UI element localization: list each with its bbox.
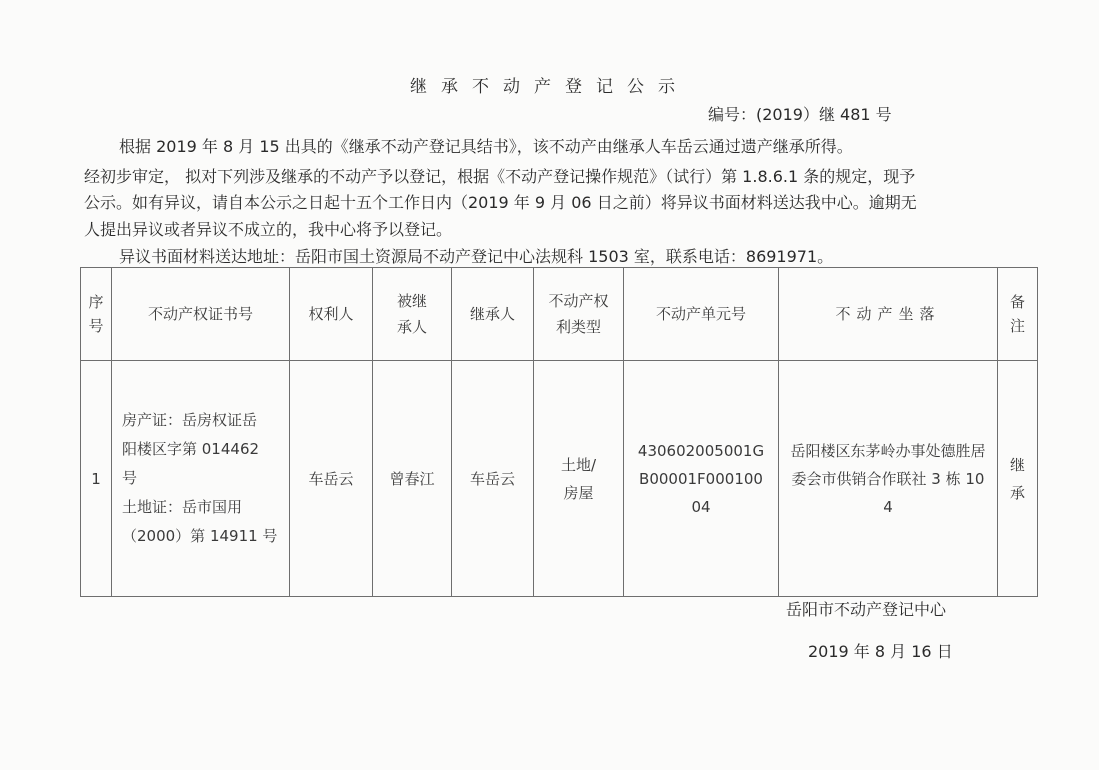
paragraph-4: 人提出异议或者异议不成立的，我中心将予以登记。 [84, 220, 453, 239]
issue-date: 2019 年 8 月 16 日 [808, 642, 953, 661]
header-decedent: 被继承人 [373, 268, 452, 361]
paragraph-5: 异议书面材料送达地址：岳阳市国土资源局不动产登记中心法规科 1503 室，联系电话：8691971。 [119, 247, 834, 266]
header-seq: 序号 [81, 268, 112, 361]
header-holder: 权利人 [290, 268, 373, 361]
cell-unit-no: 430602005001GB00001F00010004 [624, 361, 779, 597]
header-remark: 备注 [998, 268, 1038, 361]
cell-remark: 继承 [998, 361, 1038, 597]
cert-line: （2000）第 14911 号 [122, 527, 278, 545]
table-row [81, 361, 1038, 597]
header-location: 不动产坐落 [779, 268, 998, 361]
registration-table [80, 267, 1038, 597]
cell-location: 岳阳楼区东茅岭办事处德胜居委会市供销合作联社 3 栋 104 [779, 361, 998, 597]
cell-right-type: 土地/房屋 [534, 361, 624, 597]
doc-number: 编号：(2019）继 481 号 [708, 105, 892, 124]
cert-line: 阳楼区字第 014462 [122, 440, 260, 458]
cell-cert-no [112, 361, 290, 597]
header-heir: 继承人 [452, 268, 534, 361]
issuer-name: 岳阳市不动产登记中心 [786, 600, 947, 619]
notice-title: 继承不动产登记公示 [410, 77, 689, 97]
header-unit-no: 不动产单元号 [624, 268, 779, 361]
cert-line: 房产证：岳房权证岳 [122, 411, 258, 429]
cell-heir: 车岳云 [452, 361, 534, 597]
cell-seq: 1 [81, 361, 112, 597]
header-right-type: 不动产权利类型 [534, 268, 624, 361]
paragraph-1: 根据 2019 年 8 月 15 出具的《继承不动产登记具结书》，该不动产由继承人车岳云通过遗产继承所得。 [119, 137, 853, 156]
cell-decedent: 曾春江 [373, 361, 452, 597]
cell-holder: 车岳云 [290, 361, 373, 597]
cert-line: 土地证：岳市国用 [122, 498, 243, 516]
header-cert-no: 不动产权证书号 [112, 268, 290, 361]
paragraph-2: 经初步审定， 拟对下列涉及继承的不动产予以登记，根据《不动产登记操作规范》（试行）第 1.8.6.1 条的规定，现予 [84, 167, 916, 186]
cert-line: 号 [122, 469, 138, 487]
paragraph-3: 公示。如有异议，请自本公示之日起十五个工作日内（2019 年 9 月 06 日之前）将异议书面材料送达我中心。逾期无 [84, 193, 917, 212]
table-header-row [81, 268, 1038, 361]
